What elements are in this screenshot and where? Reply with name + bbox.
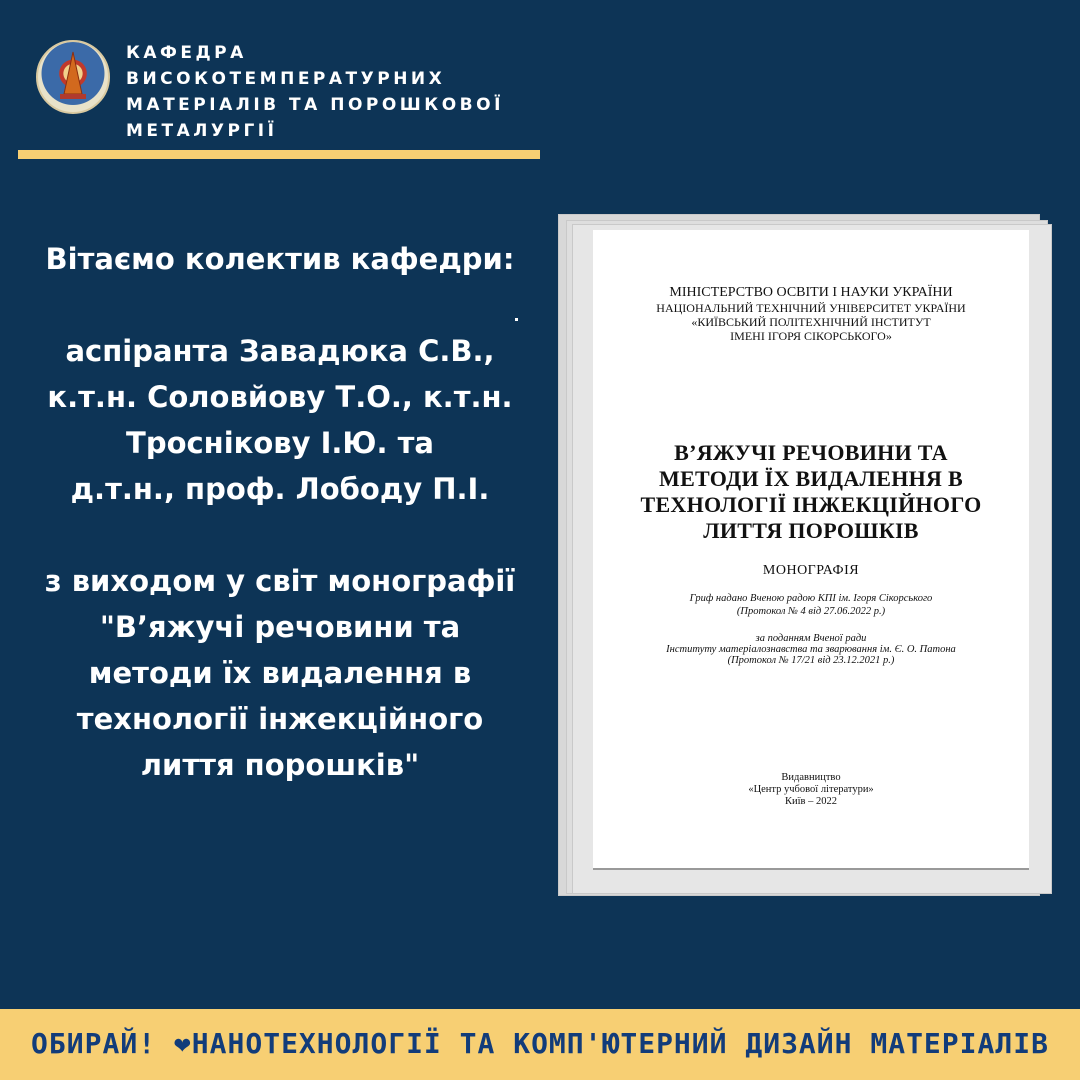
decorative-dot [515, 318, 518, 321]
publisher-line: Видавництво [781, 772, 841, 783]
release-line: лиття порошків" [140, 748, 420, 782]
footer-prefix: ОБИРАЙ! [31, 1027, 157, 1060]
approval-stamp-text [593, 592, 1029, 618]
university-line: НАЦІОНАЛЬНИЙ ТЕХНІЧНИЙ УНІВЕРСИТЕТ УКРАЇНИ [656, 301, 966, 315]
name-line: к.т.н. Соловйову Т.О., к.т.н. [47, 380, 513, 414]
book-title-line: В’ЯЖУЧІ РЕЧОВИНИ ТА [674, 440, 948, 465]
name-line: д.т.н., проф. Лободу П.І. [70, 472, 490, 506]
name-line: аспіранта Завадюка С.В., [65, 334, 495, 368]
book-title-line: ТЕХНОЛОГІЇ ІНЖЕКЦІЙНОГО [640, 492, 982, 517]
submission-line: (Протокол № 17/21 від 23.12.2021 р.) [727, 655, 895, 666]
department-line: КАФЕДРА [126, 43, 247, 63]
department-name [126, 40, 504, 144]
heart-icon: ❤ [173, 1027, 192, 1060]
footer-main-text: НАНОТЕХНОЛОГІЇ ТА КОМП'ЮТЕРНИЙ ДИЗАЙН МАТЕРІАЛІВ [191, 1027, 1049, 1060]
book-title-line: МЕТОДИ ЇХ ВИДАЛЕННЯ В [659, 466, 963, 491]
release-line: з виходом у світ монографії [44, 564, 516, 598]
submission-line: за поданням Вченої ради [755, 633, 867, 644]
university-line: «КИЇВСЬКИЙ ПОЛІТЕХНІЧНИЙ ІНСТИТУТ [691, 315, 931, 329]
submission-text [593, 633, 1029, 666]
approval-line: Гриф надано Вченою радою КПІ ім. Ігоря Сікорського [689, 593, 933, 604]
university-emblem-icon [36, 40, 110, 114]
header-divider [18, 150, 540, 159]
book-title [593, 440, 1029, 544]
department-line: МЕТАЛУРГІЇ [126, 121, 278, 141]
publisher-info [593, 772, 1029, 808]
publisher-line: «Центр учбової літератури» [748, 784, 874, 795]
footer-banner [0, 1009, 1080, 1080]
release-line: технології інжекційного [76, 702, 484, 736]
university-name [593, 301, 1029, 343]
publisher-line: Київ – 2022 [785, 796, 837, 807]
footer-slogan [0, 1027, 1080, 1060]
congratulation-message [20, 236, 540, 788]
release-line: "В’яжучі речовини та [99, 610, 461, 644]
submission-line: Інституту матеріалознавства та зварювання ім. Є. О. Патона [666, 644, 956, 655]
department-line: ВИСОКОТЕМПЕРАТУРНИХ [126, 69, 446, 89]
release-line: методи їх видалення в [88, 656, 472, 690]
department-line: МАТЕРІАЛІВ ТА ПОРОШКОВОЇ [126, 95, 504, 115]
book-genre: МОНОГРАФІЯ [762, 563, 860, 578]
approval-line: (Протокол № 4 від 27.06.2022 р.) [736, 606, 886, 617]
university-line: ІМЕНІ ІГОРЯ СІКОРСЬКОГО» [730, 329, 892, 343]
ministry-text: МІНІСТЕРСТВО ОСВІТИ І НАУКИ УКРАЇНИ [669, 285, 953, 300]
greeting-text: Вітаємо колектив кафедри: [45, 242, 515, 276]
name-line: Троснікову І.Ю. та [126, 426, 434, 460]
book-title-page [593, 230, 1029, 870]
book-title-line: ЛИТТЯ ПОРОШКІВ [703, 518, 919, 543]
